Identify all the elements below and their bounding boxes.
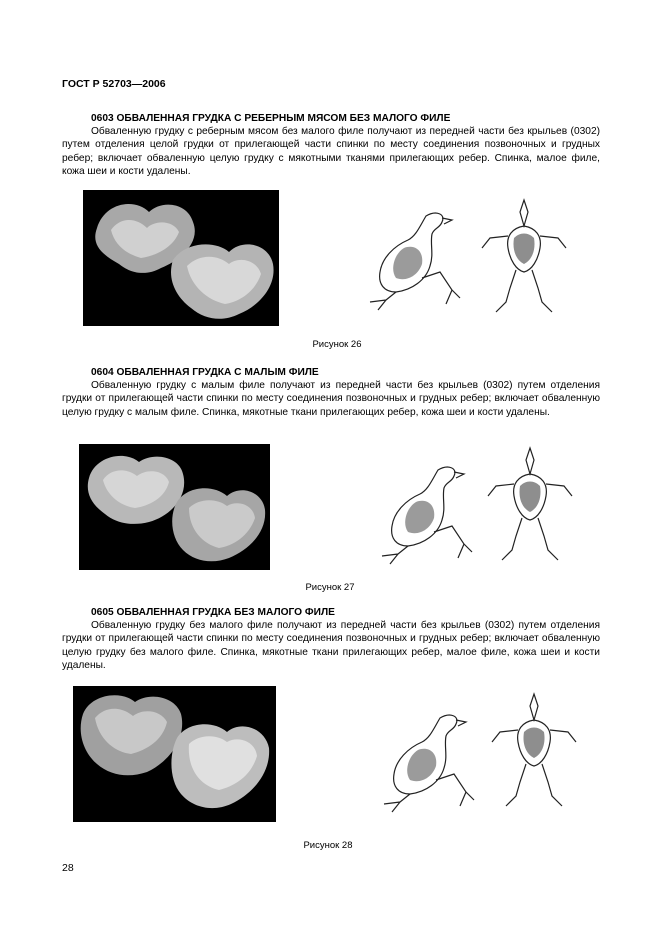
section-title: 0604 ОБВАЛЕННАЯ ГРУДКА С МАЛЫМ ФИЛЕ	[91, 367, 319, 378]
section-0603	[62, 112, 600, 178]
section-0605	[62, 606, 600, 672]
section-title: 0605 ОБВАЛЕННАЯ ГРУДКА БЕЗ МАЛОГО ФИЛЕ	[91, 607, 335, 618]
breast-photo-27	[79, 444, 270, 570]
section-body: Обваленную грудку с реберным мясом без малого филе получают из передней части без крыльев (0302) путем отделения целой грудки от прилегающей части спинки по месту соединения позвоночных и грудных ребер; включает обваленную целую грудку с мякотными тканями прилегающих ребер. Спинка, малое филе, кожа шеи и кости удалены.	[62, 126, 600, 177]
section-body: Обваленную грудку без малого филе получают из передней части без крыльев (0302) путем отделения грудки от прилегающей части спинки по месту соединения позвоночных и грудных ребер; включает обваленную целую грудку без малого филе. Спинка, мякотные ткани прилегающих ребер, малое филе, кожа шеи и кости удалены.	[62, 620, 600, 671]
figure-caption-26: Рисунок 26	[312, 339, 362, 350]
document-header: ГОСТ Р 52703—2006	[62, 78, 166, 90]
bird-side-diagram-26	[356, 206, 466, 314]
bird-front-diagram-27	[484, 444, 576, 566]
bird-front-diagram-26	[478, 196, 570, 318]
section-0604	[62, 366, 600, 419]
section-body: Обваленную грудку с малым филе получают из передней части без крыльев (0302) путем отделения грудки от прилегающей части спинки по месту соединения позвоночных и грудных ребер; включает обваленную целую грудку с малым филе. Спинка, мякотные ткани прилегающих ребер, кожа шеи и кости удалены.	[62, 380, 600, 418]
bird-side-diagram-28	[370, 708, 480, 816]
figure-caption-28: Рисунок 28	[303, 840, 353, 851]
figure-caption-27: Рисунок 27	[305, 582, 355, 593]
section-title: 0603 ОБВАЛЕННАЯ ГРУДКА С РЕБЕРНЫМ МЯСОМ БЕЗ МАЛОГО ФИЛЕ	[91, 113, 451, 124]
breast-photo-28	[73, 686, 276, 822]
bird-front-diagram-28	[488, 690, 580, 812]
page-number: 28	[62, 862, 74, 874]
bird-side-diagram-27	[368, 460, 478, 568]
breast-photo-26	[83, 190, 279, 326]
